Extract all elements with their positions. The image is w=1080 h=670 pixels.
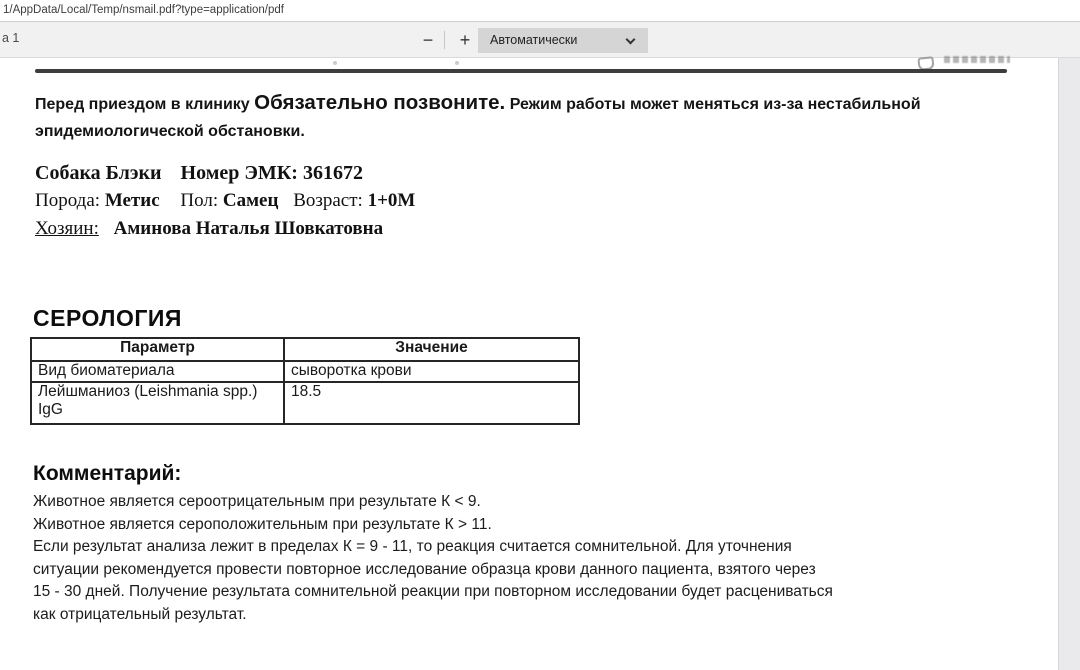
col-header-param: Параметр: [31, 338, 284, 361]
comment-line: ситуации рекомендуется провести повторное исследование образца крови данного пациента, взятого через: [33, 560, 816, 578]
serology-heading: СЕРОЛОГИЯ: [33, 305, 182, 331]
notice-rest-1: Режим работы может меняться из-за нестабильной: [509, 96, 921, 113]
notice-emphasis: Обязательно позвоните.: [254, 91, 506, 114]
scrollbar-track[interactable]: [1058, 58, 1080, 670]
owner-line: [35, 215, 415, 243]
zoom-out-button[interactable]: −: [413, 25, 443, 55]
zoom-in-button[interactable]: +: [450, 25, 480, 55]
letterhead-dot: [333, 61, 337, 65]
toolbar-separator: [444, 31, 445, 49]
age-value: 1+0М: [367, 190, 416, 211]
notice-line-2: эпидемиологической обстановки.: [35, 123, 305, 140]
emk-label: Номер ЭМК:: [180, 162, 298, 184]
patient-attrs-line: [35, 187, 415, 215]
owner-value: Аминова Наталья Шовкатовна: [113, 218, 384, 239]
serology-table: [30, 337, 580, 425]
pdf-page: [0, 58, 1058, 670]
comment-line: Если результат анализа лежит в пределах К = 9 - 11, то реакция считается сомнительной. Для уточнения: [33, 538, 792, 555]
breed-value: Метис: [104, 190, 160, 211]
table-row: [31, 361, 579, 382]
table-header-row: [31, 338, 579, 361]
patient-name-line: [35, 159, 415, 187]
table-row: [31, 382, 579, 424]
emk-value: 361672: [302, 162, 363, 184]
url-path: 1/AppData/Local/Temp/nsmail.pdf?type=application/pdf: [0, 0, 1080, 22]
col-header-value: Значение: [284, 338, 579, 361]
pdf-toolbar: [0, 22, 1080, 58]
comment-line: Животное является сероотрицательным при результате К < 9.: [33, 493, 481, 510]
letterhead-dot: [455, 61, 459, 65]
cell-value: сыворотка крови: [284, 361, 579, 382]
age-label: Возраст:: [293, 190, 363, 211]
clinic-notice: [35, 89, 921, 145]
sex-label: Пол:: [180, 190, 219, 211]
letterhead-cutoff-text: [944, 56, 1010, 63]
cell-value: 18.5: [284, 382, 579, 424]
comment-line: Животное является сероположительным при результате К > 11.: [33, 515, 492, 533]
comment-heading: Комментарий:: [33, 462, 182, 485]
page-indicator: а 1: [2, 31, 20, 45]
zoom-mode-dropdown[interactable]: [478, 28, 648, 53]
sex-value: Самец: [222, 190, 279, 211]
comment-text: [33, 491, 833, 626]
notice-lead: Перед приездом в клинику: [35, 96, 250, 113]
breed-label: Порода:: [35, 190, 101, 211]
patient-name: Собака Блэки: [35, 162, 162, 184]
chevron-down-icon: [626, 35, 636, 45]
patient-info: [35, 159, 415, 243]
cell-param: Лейшманиоз (Leishmania spp.) IgG: [31, 382, 284, 424]
notice-line-1: [35, 89, 921, 118]
comment-line: как отрицательный результат.: [33, 605, 247, 623]
cell-param: Вид биоматериала: [31, 361, 284, 382]
zoom-mode-value: Автоматически: [490, 33, 578, 47]
comment-line: 15 - 30 дней. Получение результата сомнительной реакции при повторном исследовании будет расцениваться: [33, 583, 833, 600]
header-divider-rule: [35, 69, 1007, 73]
owner-label: Хозяин:: [35, 218, 99, 239]
